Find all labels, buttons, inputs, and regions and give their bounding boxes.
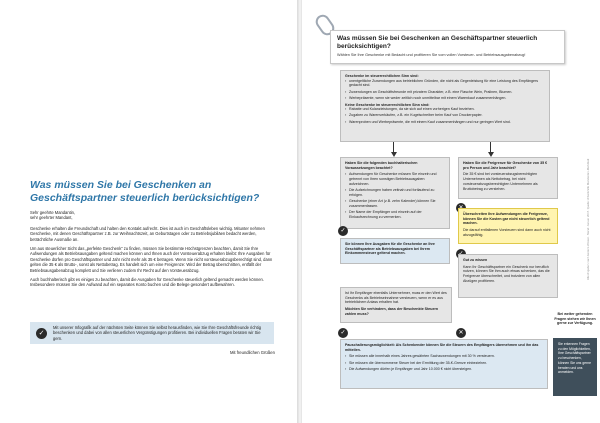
- flat-list: [345, 354, 543, 371]
- checkmark-icon: ✓: [338, 328, 348, 338]
- q2-heading: Haben Sie die Freigrenze für Geschenke von 35 € pro Person und Jahr beachtet?: [463, 161, 548, 170]
- q1-list: [345, 172, 445, 219]
- nogifts-heading: Keine Geschenke im steuerrechtlichen Sinn sind:: [345, 102, 430, 107]
- paragraph-1: Geschenke erhalten die Freundschaft und halten den Kontakt aufrecht. Dies ist auch im Geschäftsleben wichtig. Mitunter nehmen Geschenke, mit denen Geschäftspartner z.B. zur Weihnachtszeit, an Geburtstagen oder zu Betriebsjubiläen bedacht werden, beträchtliche Ausmaße an.: [30, 225, 265, 242]
- recipient-text: Ist Ihr Empfänger ebenfalls Unternehmer, muss er den Wert des Geschenks als Betriebseinnahme versteuern, wenn er es aus betrieblichem Anlass erhalten hat.: [345, 291, 447, 305]
- deduction-allowed-box: Sie können Ihre Ausgaben für die Geschenke an Ihre Geschäftspartner als Betriebsausgaben bei Ihrem Einkommensteuer geltend machen.: [340, 238, 450, 264]
- cross-icon: ✕: [456, 328, 466, 338]
- checkmark-icon: ✓: [36, 328, 47, 339]
- paragraph-3: Auch buchhalterisch gibt es einiges zu beachten, damit die Ausgaben für Geschenke steuerlich geltend gemacht werden können. Insbesondere müssen Sie den Aufwand auf ein separates Konto buchen und die Belege gesondert aufbewahren.: [30, 277, 264, 288]
- flat-heading: Pauschalierungsmöglichkeit: Als Schenkender können Sie die Steuern des Empfängers übernehmen und ihn das mitteilen.: [345, 343, 539, 352]
- infographic-note: [30, 322, 274, 344]
- infographic-subtitle: Wählen Sie Ihre Geschenke mit Bedacht und profitieren Sie vom vollen Vorsteuer- und Betriebsausgabenabzug!: [337, 53, 526, 57]
- bookkeeping-question-box: [340, 157, 450, 229]
- list-item: ▪ Sie müssen die übernommene Steuer bei der Ermittlung der 35-€-Grenze einbeziehen.: [345, 361, 543, 366]
- infographic-header: [330, 30, 565, 64]
- flat-rate-box: [340, 339, 548, 389]
- salutation-line-1: Sehr geehrte Mandantin,: [30, 210, 76, 215]
- list-item: ▪ Werbepräsente, wenn sie weder zeitlich noch unmittelbar mit einem Warenkauf zusammenhängen.: [345, 96, 545, 101]
- page-title: Was müssen Sie bei Geschenken an Geschäftspartner steuerlich berücksichtigen?: [30, 179, 260, 204]
- paragraph-2: Um aus steuerlicher Sicht das „perfekte Geschenk“ zu finden, müssen Sie bestimmte Höchstgrenzen beachten, damit Sie Ihre Aufwendungen als Betriebsausgaben geltend machen können und Ihnen auch der Vorsteuerabzug erhalten bleibt: Ihre Ausgaben für Geschenke dürfen pro Geschäftspartner und Jahr nicht mehr als 35 € betragen. Wenn Sie nicht vorsteuerabzugsberechtigt sind, dann gelten die 35 € als Brutto-, sonst als Nettobetrag. Es handelt sich um eine Freigrenze: Wird der Betrag überschritten, entfällt der Betriebsausgabenabzug komplett und Sie verlieren zudem Ihr Recht auf den Vorsteuerabzug.: [30, 246, 273, 273]
- contact-box: Sie erkennen Fragen zu den Möglichkeiten, Ihre Geschäftspartner zu beschenken, können Sie uns gerne beraten und uns anmelden.: [553, 338, 597, 396]
- gifts-list: [345, 79, 545, 101]
- list-item: ▪ Geschenke (einer Art (z.B. zehn Kalender) können Sie zusammenfassen.: [345, 199, 445, 208]
- list-item: ▪ Die Aufzeichnungen haben zeitnah und fortlaufend zu erfolgen.: [345, 188, 445, 197]
- vertical-footnote: Alle Angaben nach bestem Wissen. Stand: Januar 2017. Quelle: Arbeitshilfe Mandanten-Merkblatt: [586, 158, 590, 280]
- good-heading: Gut zu wissen: [463, 258, 488, 262]
- list-item: ▪ Rabatte und Kulanzleistungen, da sie sich auf einen vorherigen Kauf beziehen.: [345, 107, 545, 112]
- infographic-title: Was müssen Sie bei Geschenken an Geschäftspartner steuerlich berücksichtigen?: [337, 35, 538, 50]
- gifts-heading: Geschenke im steuerrechtlichen Sinn sind:: [345, 74, 419, 78]
- closing: Mit freundlichen Grüßen: [230, 350, 275, 355]
- list-item: ▪ Die Aufwendungen dürfen je Empfänger und Jahr 10.000 € nicht übersteigen.: [345, 367, 543, 372]
- checkmark-icon: ✓: [338, 226, 348, 236]
- good-text: Kann Ihr Geschäftspartner ein Geschenk nur beruflich nutzen, können Sie ihm auch etwas schenken, das die Freigrenze überschreitet, und trotzdem von allen Abzügen profitieren.: [463, 264, 550, 283]
- q2-text: Die 35 € sind bei vorsteuerabzugsberechtigten Unternehmen als Nettobetrag, bei nicht vorsteuerabzugsberechtigten Unternehmen als Bruttobetrag zu verstehen.: [463, 172, 538, 191]
- warn-text: Die darauf entfallenen Vorsteuern sind dann auch nicht abzugsfähig.: [463, 228, 551, 237]
- letter-body: [30, 210, 274, 292]
- list-item: ▪ Der Name der Empfänger und einzeln auf der Einkaufsrechnung zu vermerken.: [345, 210, 445, 219]
- left-page: [0, 0, 298, 423]
- limit-exceeded-box: [458, 208, 558, 244]
- list-item: ▪ Zugaben zu Warenverkäufen, z.B. ein Kugelschreiber beim Kauf von Druckerpapier.: [345, 113, 545, 118]
- salutation-line-2: sehr geehrter Mandant,: [30, 215, 73, 221]
- list-item: ▪ Sie müssen alle innerhalb eines Jahres gewährten Sachzuwendungen mit 30 % versteuern.: [345, 354, 543, 359]
- nogifts-list: [345, 107, 545, 124]
- list-item: ▪ Aufwendungen für Geschenke müssen Sie einzeln und getrennt von Ihren sonstigen Betriebsausgaben aufzeichnen.: [345, 172, 445, 186]
- definitions-box: [340, 70, 550, 142]
- list-item: ▪ unentgeltliche Zuwendungen aus betrieblichen Gründen, die nicht als Gegenleistung für eine Leistung des Empfängers gedacht sind.: [345, 79, 545, 88]
- q1-heading: Haben Sie die folgenden buchhalterischen Voraussetzungen beachtet?: [345, 161, 418, 170]
- salutation: [30, 210, 274, 221]
- note-text: Mit unserer Infografik auf der nächsten Seite können Sie selbst herausfinden, wie Sie Ihre Geschäftsfreunde richtig beschenken und dabei von allen steuerlichen Vergünstigungen profitieren. Bei individuellen Fragen beraten wir Sie gern.: [53, 325, 261, 341]
- recipient-box: [340, 287, 452, 323]
- recipient-question: Möchten Sie verhindern, dass der Beschenkte Steuern zahlen muss?: [345, 307, 439, 316]
- good-to-know-box: [458, 254, 558, 298]
- limit-question-box: [458, 157, 558, 199]
- warn-heading: Überschreiten Ihre Aufwendungen die Freigrenze, können Sie die Kosten gar nicht steuerlich geltend machen.: [463, 212, 550, 226]
- list-item: ▪ Warenproben und Werbepräsente, die mit einem Kauf zusammenhängen und nur geringen Wert sind.: [345, 120, 545, 125]
- list-item: ▪ Zuwendungen an Geschäftsfreunde mit privatem Charakter, z.B. eine Flasche Wein, Pralinen, Blumen.: [345, 90, 545, 95]
- side-heading: Bei weiter gehenden Fragen stehen wir Ihnen gerne zur Verfügung.: [554, 312, 596, 326]
